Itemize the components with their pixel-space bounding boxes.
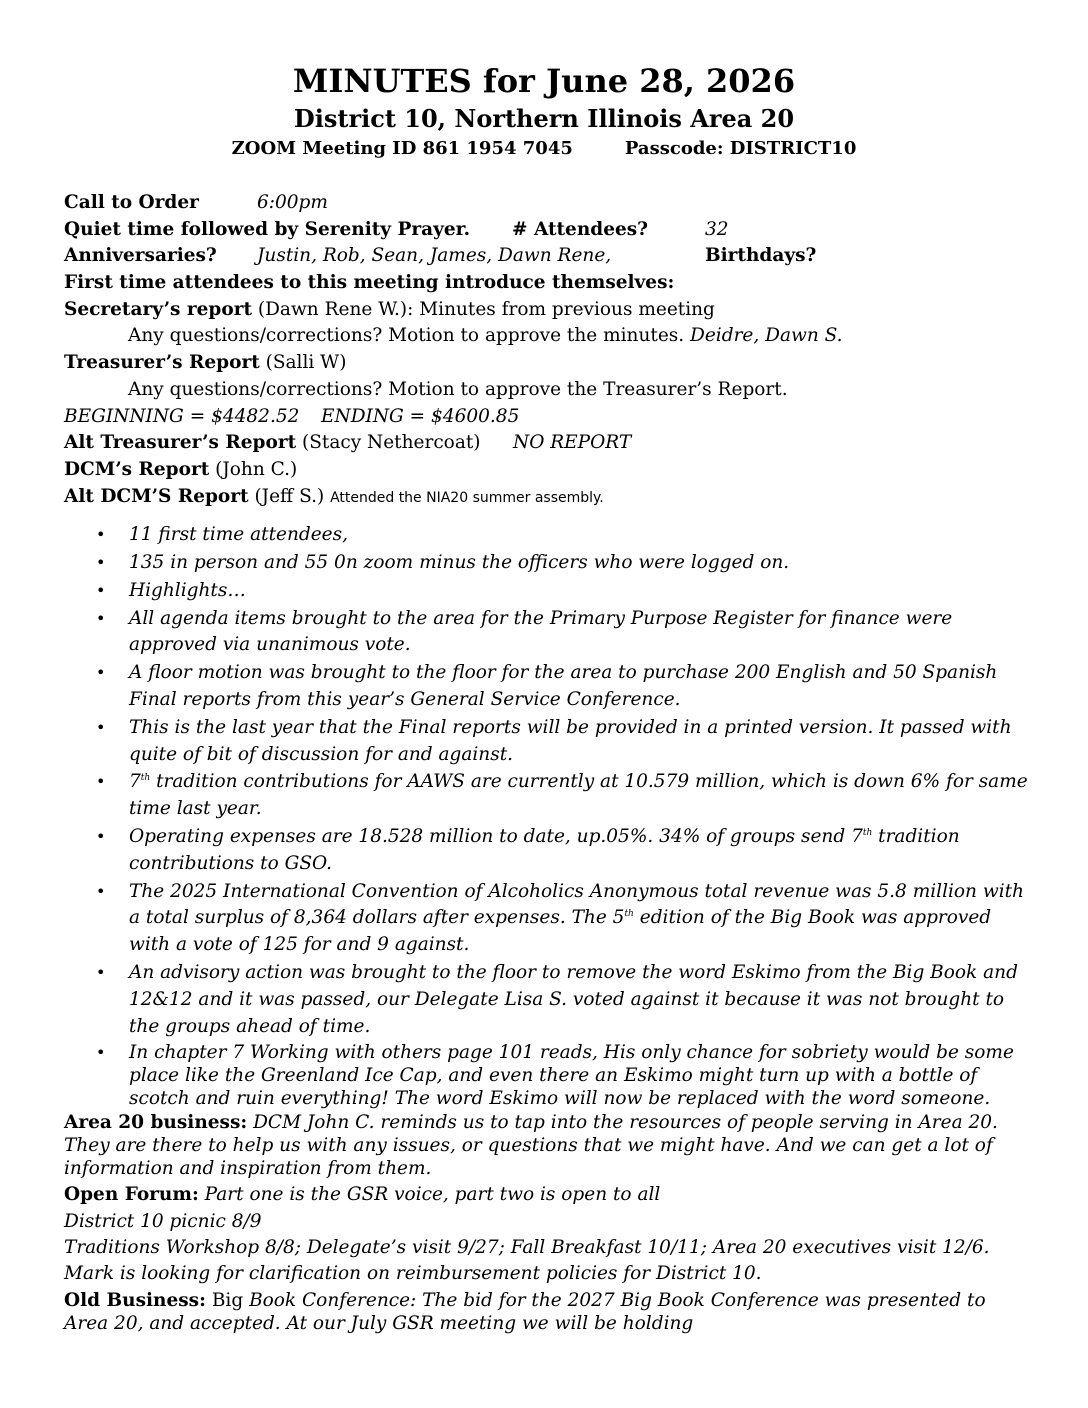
attendees-value: 32: [705, 218, 729, 240]
alt-treasurer-line: [64, 430, 1034, 457]
list-item: • Operating expenses are 18.528 million to date, up.05%. 34% of groups send 7th tradition contributions to GSO.: [96, 826, 960, 874]
call-to-order-time: 6:00pm: [257, 192, 328, 213]
birthdays-label: Birthdays?: [705, 245, 817, 267]
area20-business-paragraph: [64, 1111, 1034, 1180]
secretary-report-line: [64, 297, 1034, 324]
old-business-word: Big: [205, 1289, 250, 1311]
zoom-meeting-id: ZOOM Meeting ID 861 1954 7045: [231, 138, 573, 159]
open-forum-events: Traditions Workshop 8/8; Delegate’s visit 9/27; Fall Breakfast 10/11; Area 20 executives visit 12/6.: [64, 1236, 990, 1258]
secretary-motion-names: Deidre, Dawn S.: [690, 325, 843, 347]
ending-balance: ENDING = $4600.85: [321, 405, 520, 427]
alt-dcm-note: Attended the NIA20 summer assembly.: [330, 489, 604, 506]
bullet-icon: •: [96, 608, 106, 628]
beginning-balance: BEGINNING = $4482.52: [64, 405, 300, 427]
list-item: • All agenda items brought to the area for the Primary Purpose Register for finance were approved via unanimous vote.: [96, 607, 953, 656]
call-to-order-line: [64, 190, 1034, 217]
list-item: • 7th tradition contributions for AAWS are currently at 10.579 million, which is down 6% for same time last year.: [96, 771, 1028, 820]
anniversaries-value: Justin, Rob, Sean, James, Dawn Rene,: [257, 245, 612, 267]
document-title: MINUTES for June 28, 2026: [292, 62, 796, 100]
open-forum-reimbursement: Mark is looking for clarification on reimbursement policies for District 10.: [64, 1263, 762, 1285]
treasurer-report-line: [64, 350, 1034, 377]
open-forum-label: Open Forum:: [64, 1184, 199, 1206]
anniversaries-label: Anniversaries?: [64, 245, 217, 267]
bullet-icon: •: [96, 525, 106, 545]
open-forum-line: [64, 1182, 1034, 1208]
secretary-motion-line: [64, 323, 1034, 350]
old-business-text: Book Conference: The bid for the 2027 Big Book Conference was presented to Area 20, and accepted. At our July GSR meeting we will be holding: [64, 1289, 986, 1334]
quiet-time-line: [64, 217, 1034, 244]
alt-treasurer-name: (Stacy Nethercoat): [296, 432, 481, 454]
old-business-label: Old Business:: [64, 1289, 206, 1311]
list-item: • In chapter 7 Working with others page 101 reads, His only chance for sobriety would be some place like the Greenland Ice Cap, and even there an Eskimo might turn up with a bottle of scotch and ruin everything! The word Eskimo will now be replaced with the word someone.: [96, 1042, 1014, 1110]
bullet-icon: •: [96, 963, 106, 982]
alt-treasurer-label: Alt Treasurer’s Report: [64, 432, 297, 454]
meeting-info: [0, 138, 1088, 159]
zoom-passcode: Passcode: DISTRICT10: [624, 138, 857, 159]
bullet-icon: •: [96, 663, 106, 683]
balance-line: [64, 404, 1034, 431]
list-item: • 11 first time attendees,: [64, 522, 1034, 549]
bullet-icon: •: [96, 717, 106, 737]
list-item: • The 2025 International Convention of Alcoholics Anonymous total revenue was 5.8 million with a total surplus of 8,364 dollars after expenses. The 5th edition of the Big Book was approved with a vote of 125 for and 9 against.: [96, 880, 1024, 956]
assembly-highlights-list: [64, 522, 1034, 1110]
list-item: • 135 in person and 55 0n zoom minus the officers who were logged on.: [64, 550, 1034, 577]
list-item: • Highlights…: [64, 578, 1034, 605]
bullet-icon: •: [96, 1043, 106, 1063]
area20-business-text: DCM John C. reminds us to tap into the resources of people serving in Area 20. They are there to help us with any issues, or questions that we might have. And we can get a lot of information and inspiration from them.: [64, 1112, 998, 1180]
alt-dcm-report-line: [64, 484, 1034, 511]
document-subtitle: District 10, Northern Illinois Area 20: [293, 104, 795, 133]
open-forum-text: Part one is the GSR voice, part two is open to all: [198, 1184, 661, 1206]
open-forum-picnic: District 10 picnic 8/9: [64, 1210, 262, 1232]
treasurer-name: (Salli W): [259, 352, 347, 374]
alt-dcm-report-label: Alt DCM’S Report: [64, 485, 249, 507]
anniversaries-line: [64, 243, 1034, 270]
call-to-order-label: Call to Order: [64, 192, 199, 213]
secretary-report-label: Secretary’s report: [64, 298, 252, 320]
bullet-icon: •: [96, 772, 106, 792]
first-time-attendees-line: First time attendees to this meeting introduce themselves:: [64, 272, 675, 294]
old-business-paragraph: [64, 1289, 1034, 1335]
quiet-time-label: Quiet time followed by Serenity Prayer.: [64, 218, 471, 240]
dcm-report-line: [64, 457, 1034, 484]
treasurer-report-label: Treasurer’s Report: [64, 352, 260, 374]
list-item: • This is the last year that the Final reports will be provided in a printed version. It passed with quite of bit of discussion for and against.: [96, 716, 1012, 765]
secretary-motion-text: Any questions/corrections? Motion to approve the minutes.: [128, 325, 691, 347]
alt-treasurer-status: NO REPORT: [513, 432, 632, 454]
treasurer-motion-line: Any questions/corrections? Motion to approve the Treasurer’s Report.: [128, 378, 788, 400]
bullet-icon: •: [96, 827, 106, 847]
list-item: • An advisory action was brought to the floor to remove the word Eskimo from the Big Book and 12&12 and it was passed, our Delegate Lisa S. voted against it because it was not brought to the groups ahead of time.: [96, 962, 1018, 1037]
attendees-label: # Attendees?: [512, 218, 649, 240]
dcm-report-label: DCM’s Report: [64, 458, 210, 480]
list-item: • A floor motion was brought to the floor for the area to purchase 200 English and 50 Spanish Final reports from this year’s General Service Conference.: [96, 662, 998, 711]
dcm-name: (John C.): [209, 458, 298, 480]
alt-dcm-name: (Jeff S.): [248, 485, 331, 507]
area20-business-label: Area 20 business:: [64, 1112, 248, 1134]
secretary-report-text: (Dawn Rene W.): Minutes from previous meeting: [252, 298, 715, 320]
bullet-icon: •: [96, 881, 106, 901]
bullet-icon: •: [96, 580, 106, 600]
minutes-body: [64, 190, 1034, 1335]
bullet-icon: •: [96, 553, 106, 573]
